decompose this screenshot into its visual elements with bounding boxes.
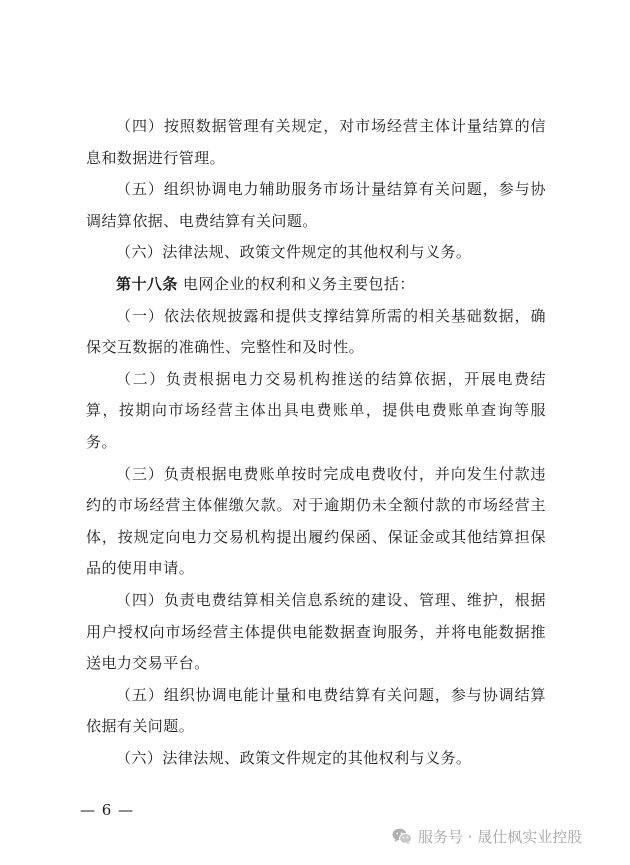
grid-item-3: （三）负责根据电费账单按时完成电费收付，并向发生付款违约的市场经营主体催缴欠款。对于逾期仍未全额付款的市场经营主体，按规定向电力交易机构提出履约保函、保证金或其他结算担保品的使用申请。 — [86, 464, 546, 578]
grid-item-5: （五）组织协调电能计量和电费结算有关问题，参与协调结算依据有关问题。 — [86, 685, 546, 736]
grid-item-6: （六）法律法规、政策文件规定的其他权利与义务。 — [116, 748, 472, 767]
article-text: 电网企业的权利和义务主要包括： — [183, 274, 415, 293]
article-heading: 第十八条 — [116, 274, 178, 293]
wechat-icon — [392, 828, 412, 845]
watermark-text: 服务号 · 晟仕枫实业控股 — [418, 828, 583, 846]
paragraph-item-6-other-rights: （六）法律法规、政策文件规定的其他权利与义务。 — [116, 243, 472, 262]
grid-item-4: （四）负责电费结算相关信息系统的建设、管理、维护，根据用户授权向市场经营主体提供电能数据查询服务，并将电能数据推送电力交易平台。 — [86, 590, 546, 673]
grid-item-1: （一）依法依规披露和提供支撑结算所需的相关基础数据，确保交互数据的准确性、完整性和及时性。 — [86, 306, 546, 357]
paragraph-item-5-ancillary-services: （五）组织协调电力辅助服务市场计量结算有关问题，参与协调结算依据、电费结算有关问题。 — [86, 180, 546, 230]
article-18 — [86, 269, 546, 301]
watermark — [392, 826, 582, 847]
paragraph-item-4-data-management: （四）按照数据管理有关规定，对市场经营主体计量结算的信息和数据进行管理。 — [86, 117, 546, 167]
page-number: — 6 — — [80, 801, 135, 819]
document-body — [86, 111, 546, 774]
grid-item-2: （二）负责根据电力交易机构推送的结算依据，开展电费结算，按期向市场经营主体出具电费账单，提供电费账单查询等服务。 — [86, 369, 546, 451]
